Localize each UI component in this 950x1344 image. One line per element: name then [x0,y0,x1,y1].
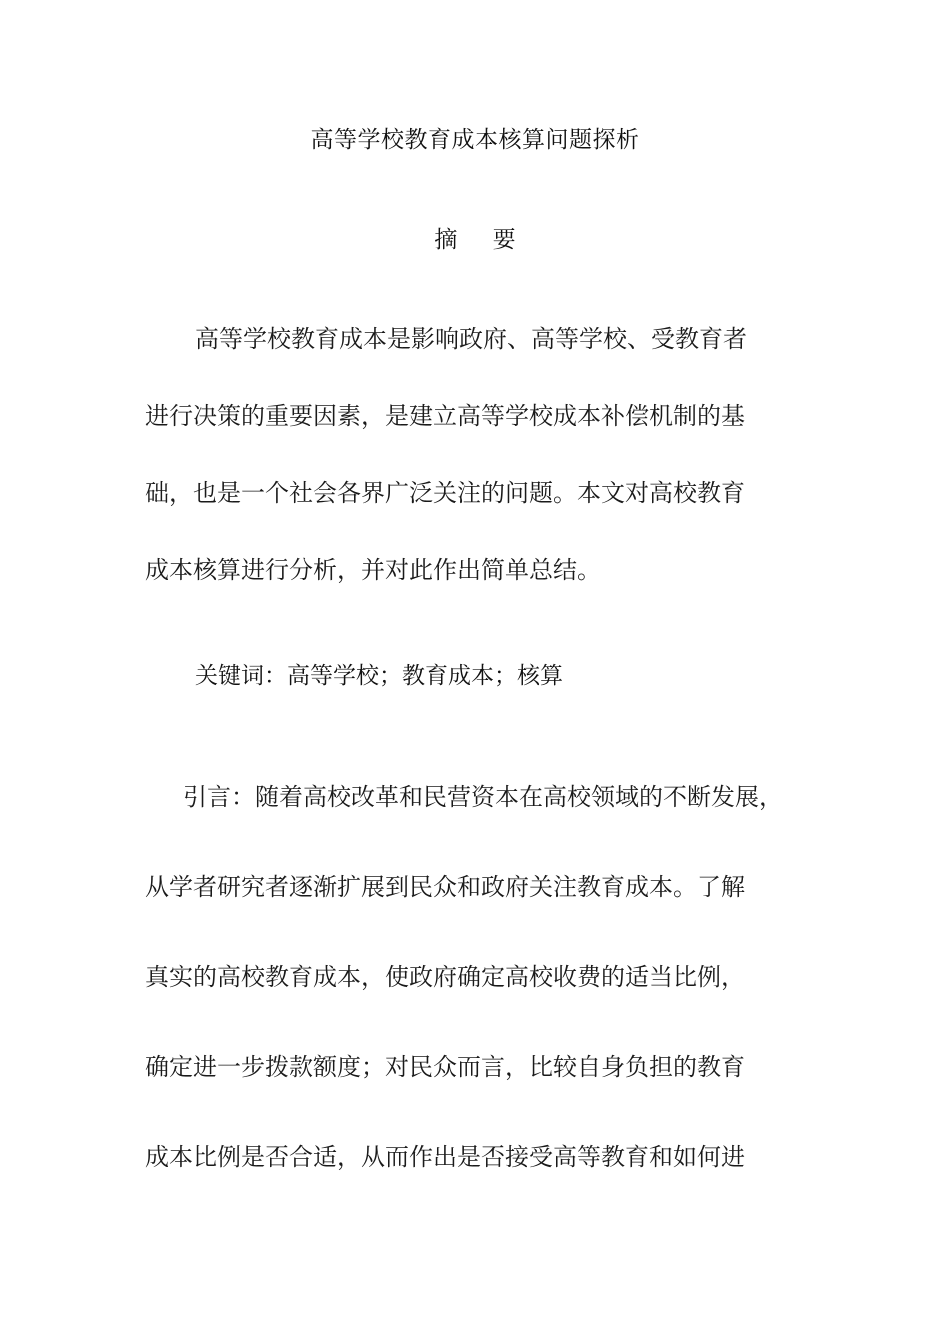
abstract-line: 进行决策的重要因素，是建立高等学校成本补偿机制的基 [145,402,745,430]
introduction-line: 成本比例是否合适，从而作出是否接受高等教育和如何进 [145,1143,745,1171]
introduction-line: 从学者研究者逐渐扩展到民众和政府关注教育成本。了解 [145,873,745,901]
abstract-line: 础，也是一个社会各界广泛关注的问题。本文对高校教育 [145,479,745,507]
introduction-label: 引言： [183,783,255,811]
introduction-line: 确定进一步拨款额度；对民众而言，比较自身负担的教育 [145,1053,745,1081]
keywords-line: 关键词：高等学校；教育成本；核算 [195,663,563,689]
introduction-line-text: 随着高校改革和民营资本在高校领域的不断发展， [255,783,783,811]
introduction-line [145,781,785,813]
abstract-line: 成本核算进行分析，并对此作出简单总结。 [145,556,601,584]
introduction-line: 真实的高校教育成本，使政府确定高校收费的适当比例， [145,963,745,991]
document-title: 高等学校教育成本核算问题探析 [310,127,640,153]
abstract-paragraph [145,323,785,631]
abstract-line: 高等学校教育成本是影响政府、高等学校、受教育者 [195,325,747,353]
introduction-paragraph [145,781,785,1231]
abstract-heading: 摘 要 [434,227,530,253]
